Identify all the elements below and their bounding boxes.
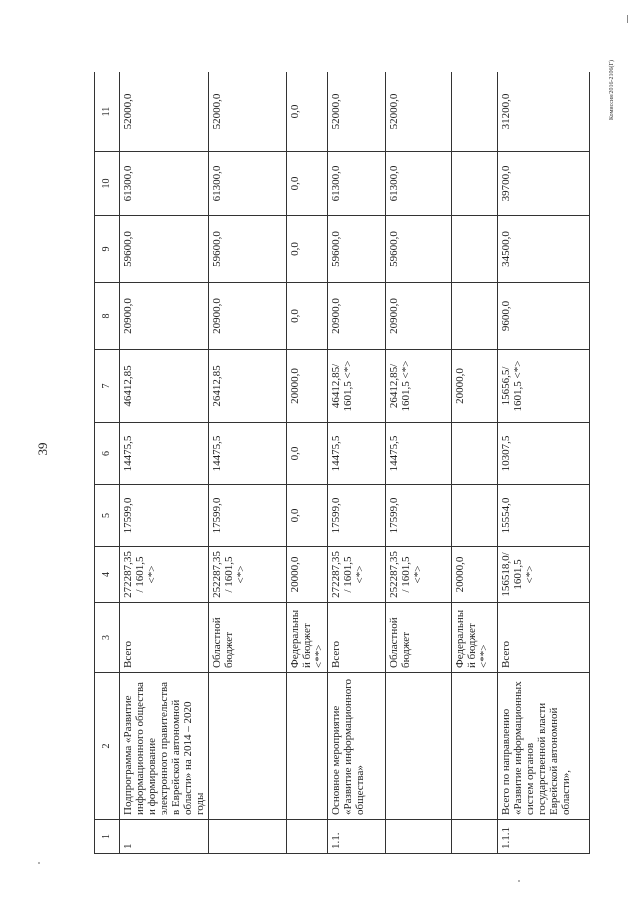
table-cell: 17599,0 [328,485,385,547]
table-cell: 52000,0 [209,72,287,152]
table-cell: 59600,0 [120,216,209,283]
table-cell: 1 [120,820,209,854]
table-row [385,72,451,854]
table-cell: 20000,0 [451,350,497,423]
table-cell: 61300,0 [120,152,209,216]
table-cell: 252287,35/ 1601,5 <*> [209,547,287,603]
table-cell [451,216,497,283]
column-number-header: 4 [95,547,120,603]
table-cell [451,423,497,485]
table-cell: 20900,0 [209,283,287,350]
table-cell: 9600,0 [497,283,589,350]
table-cell: Федеральный бюджет <**> [287,603,328,673]
table-cell [209,820,287,854]
table-cell: 20000,0 [287,547,328,603]
column-number-header: 3 [95,603,120,673]
table-cell: 0,0 [287,423,328,485]
table-cell: 15554,0 [497,485,589,547]
column-number-header: 2 [95,673,120,820]
table-cell: 17599,0 [209,485,287,547]
table-cell: 34500,0 [497,216,589,283]
table-cell: 17599,0 [120,485,209,547]
table-cell [287,820,328,854]
column-number-header: 6 [95,423,120,485]
table-cell [385,673,451,820]
table-cell: 20900,0 [328,283,385,350]
table-cell [451,673,497,820]
table-cell [451,72,497,152]
table-cell: Всего [328,603,385,673]
table-cell: 20900,0 [385,283,451,350]
table-cell [451,152,497,216]
table-cell: 52000,0 [328,72,385,152]
table-cell: 31200,0 [497,72,589,152]
table-cell: Всего [120,603,209,673]
table-cell: 14475,5 [209,423,287,485]
table-cell: 10307,5 [497,423,589,485]
table-cell [385,820,451,854]
table-cell: 1.1.1 [497,820,589,854]
scan-dot [38,862,40,864]
page-number: 39 [35,442,50,456]
table-cell: 0,0 [287,216,328,283]
table-cell: 26412,85 [209,350,287,423]
table-cell: 252287,35/ 1601,5 <*> [385,547,451,603]
table-cell: 26412,85/ 1601,5 <*> [385,350,451,423]
table-cell: Областной бюджет [385,603,451,673]
budget-table [94,72,590,854]
column-number-header: 5 [95,485,120,547]
table-cell: 61300,0 [209,152,287,216]
table-cell [209,673,287,820]
scan-dot [518,880,520,882]
table-cell: 0,0 [287,485,328,547]
table-cell: 61300,0 [385,152,451,216]
edge-tick-mark [627,15,628,23]
table-cell: Подпрограмма «Развитие информационного общества и формирование электронного правительства в Еврейской автономной области» на 2014 – 2020 годы [120,673,209,820]
table-cell: 46412,85 [120,350,209,423]
column-number-header: 11 [95,72,120,152]
table-cell: Федеральный бюджет <**> [451,603,497,673]
table-cell [451,485,497,547]
table-row [120,72,209,854]
table-cell: 156518,0/ 1601,5 <*> [497,547,589,603]
table-cell: 46412,85/ 1601,5 <*> [328,350,385,423]
column-number-header: 8 [95,283,120,350]
budget-table-container [94,72,590,854]
table-row [451,72,497,854]
table-cell: 1.1. [328,820,385,854]
table-cell: 52000,0 [120,72,209,152]
table-cell: 20000,0 [287,350,328,423]
header-row [95,72,120,854]
column-number-header: 7 [95,350,120,423]
table-cell: 15656,5/ 1601,5 <*> [497,350,589,423]
table-cell: Областной бюджет [209,603,287,673]
rotated-table-wrapper [94,72,590,854]
table-cell: 0,0 [287,152,328,216]
table-cell: Всего по направлению «Развитие информационных систем органов государственной власти Еврейской автономной области», [497,673,589,820]
column-number-header: 10 [95,152,120,216]
table-cell: Всего [497,603,589,673]
table-cell: 39700,0 [497,152,589,216]
table-cell: 14475,5 [120,423,209,485]
table-row [287,72,328,854]
document-reference: Комиссия/2016-2106(Г) [609,59,615,121]
table-row [209,72,287,854]
table-cell: 59600,0 [385,216,451,283]
table-row [497,72,589,854]
column-number-header: 9 [95,216,120,283]
table-cell [451,283,497,350]
table-cell: 17599,0 [385,485,451,547]
table-cell [287,673,328,820]
table-cell: 272287,35/ 1601,5 <*> [328,547,385,603]
table-row [328,72,385,854]
table-cell: 59600,0 [328,216,385,283]
table-cell: 14475,5 [328,423,385,485]
column-number-header: 1 [95,820,120,854]
table-cell: 52000,0 [385,72,451,152]
table-cell: 20900,0 [120,283,209,350]
table-cell: 0,0 [287,72,328,152]
table-cell: 14475,5 [385,423,451,485]
table-cell: 20000,0 [451,547,497,603]
table-cell: 272287,35/ 1601,5 <*> [120,547,209,603]
table-cell: Основное мероприятие «Развитие информационного общества» [328,673,385,820]
table-cell: 61300,0 [328,152,385,216]
table-cell [451,820,497,854]
table-cell: 59600,0 [209,216,287,283]
table-cell: 0,0 [287,283,328,350]
